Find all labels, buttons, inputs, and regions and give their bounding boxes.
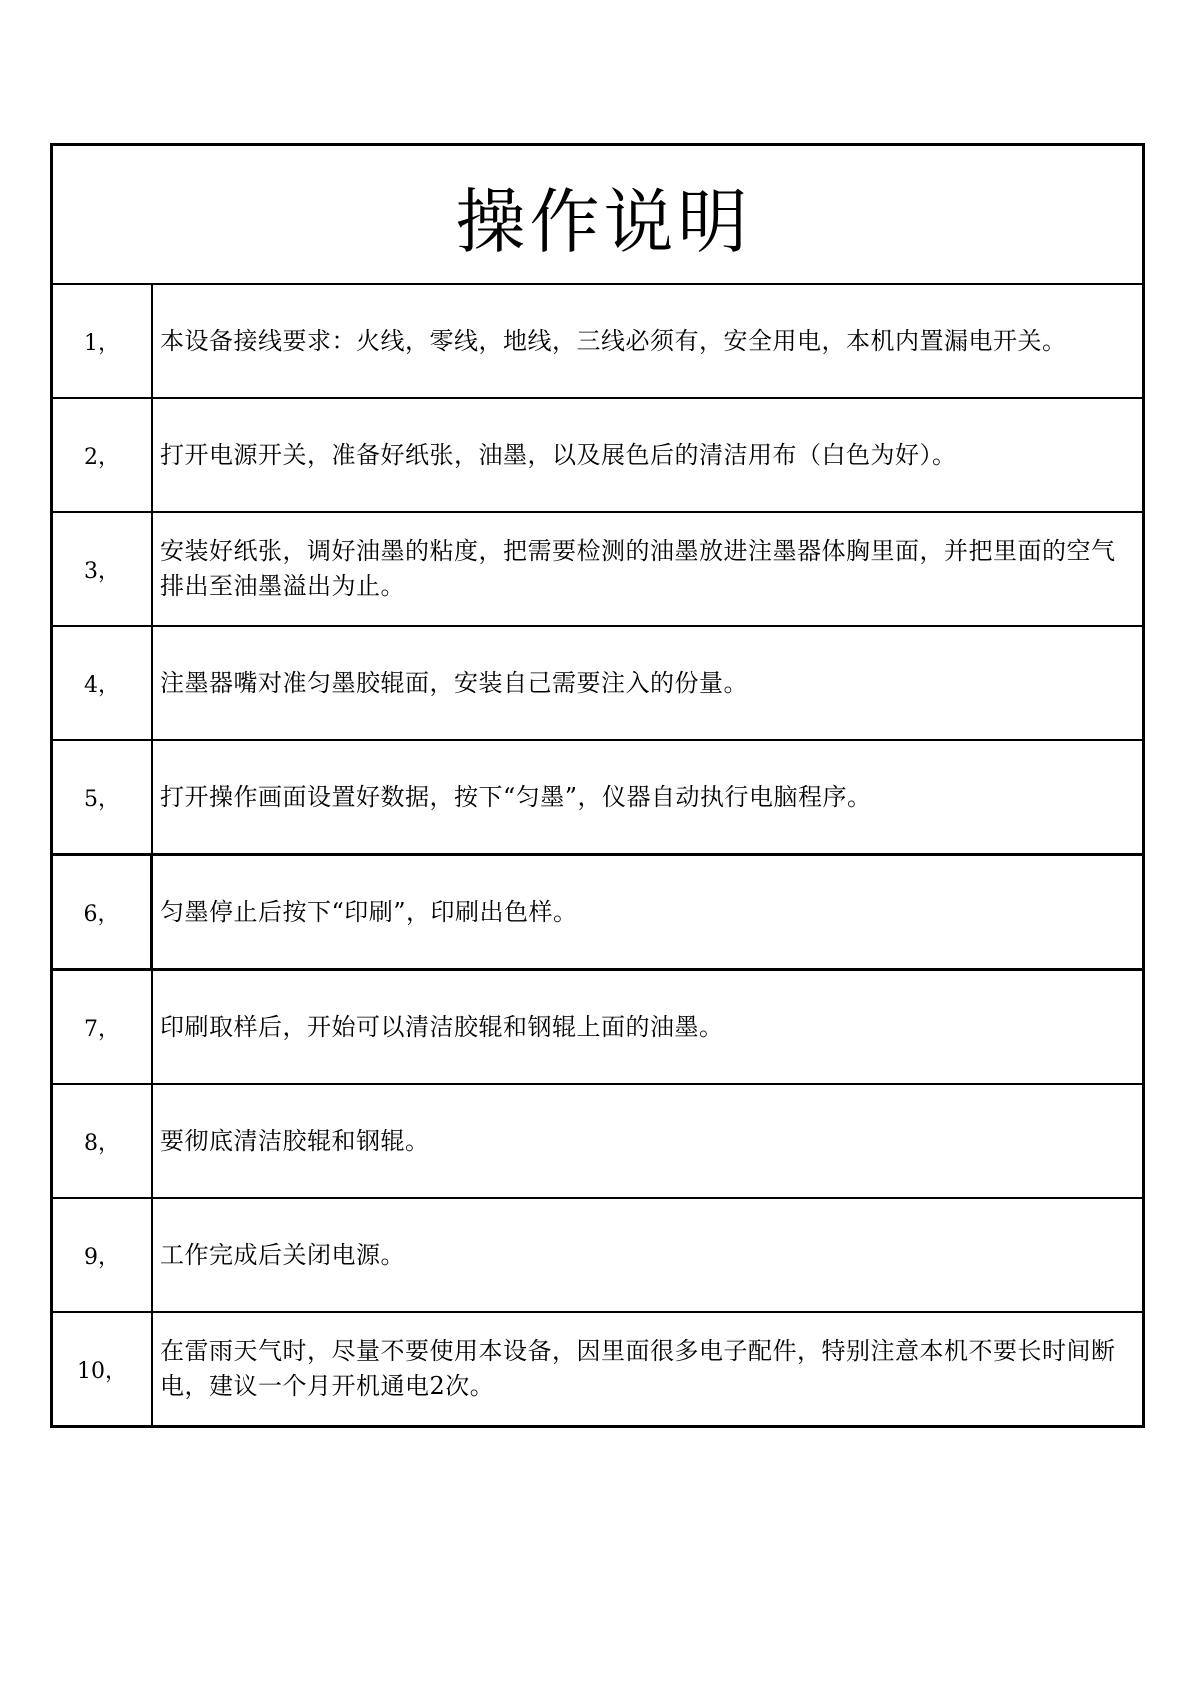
- step-text: 印刷取样后，开始可以清洁胶辊和钢辊上面的油墨。: [160, 1012, 724, 1041]
- step-number: 10，: [53, 1313, 153, 1425]
- table-row: [53, 741, 1142, 855]
- step-number: 4，: [53, 627, 153, 739]
- table-row-highlighted: [53, 855, 1142, 971]
- step-number: 8，: [53, 1085, 153, 1197]
- step-text: 打开操作画面设置好数据，按下“匀墨”，仪器自动执行电脑程序。: [160, 782, 872, 811]
- table-row: [53, 627, 1142, 741]
- step-text: 要彻底清洁胶辊和钢辊。: [160, 1126, 430, 1155]
- step-text: 匀墨停止后按下“印刷”，印刷出色样。: [160, 897, 578, 926]
- table-row: [53, 971, 1142, 1085]
- step-text: 打开电源开关，准备好纸张，油墨，以及展色后的清洁用布（白色为好）。: [160, 440, 957, 469]
- step-text: 注墨器嘴对准匀墨胶辊面，安装自己需要注入的份量。: [160, 668, 748, 697]
- instruction-table: [50, 143, 1145, 1428]
- table-row: [53, 285, 1142, 399]
- step-number: 9，: [53, 1199, 153, 1311]
- title-row: [53, 146, 1142, 285]
- step-number: 6，: [53, 856, 153, 968]
- step-number: 2，: [53, 399, 153, 511]
- table-row: [53, 1199, 1142, 1313]
- step-text: 工作完成后关闭电源。: [160, 1240, 405, 1269]
- step-text: 在雷雨天气时，尽量不要使用本设备，因里面很多电子配件，特别注意本机不要长时间断电，建议一个月开机通电2次。: [160, 1337, 1116, 1400]
- step-text: 安装好纸张，调好油墨的粘度，把需要检测的油墨放进注墨器体胸里面，并把里面的空气排出至油墨溢出为止。: [160, 537, 1116, 600]
- table-row: [53, 399, 1142, 513]
- step-text: 本设备接线要求：火线，零线，地线，三线必须有，安全用电，本机内置漏电开关。: [160, 326, 1067, 355]
- step-number: 5，: [53, 741, 153, 853]
- step-number: 1，: [53, 285, 153, 397]
- table-row: [53, 1085, 1142, 1199]
- step-number: 3，: [53, 513, 153, 625]
- table-row: [53, 513, 1142, 627]
- page-title: 操作说明: [455, 181, 752, 263]
- table-row: [53, 1313, 1142, 1425]
- step-number: 7，: [53, 971, 153, 1083]
